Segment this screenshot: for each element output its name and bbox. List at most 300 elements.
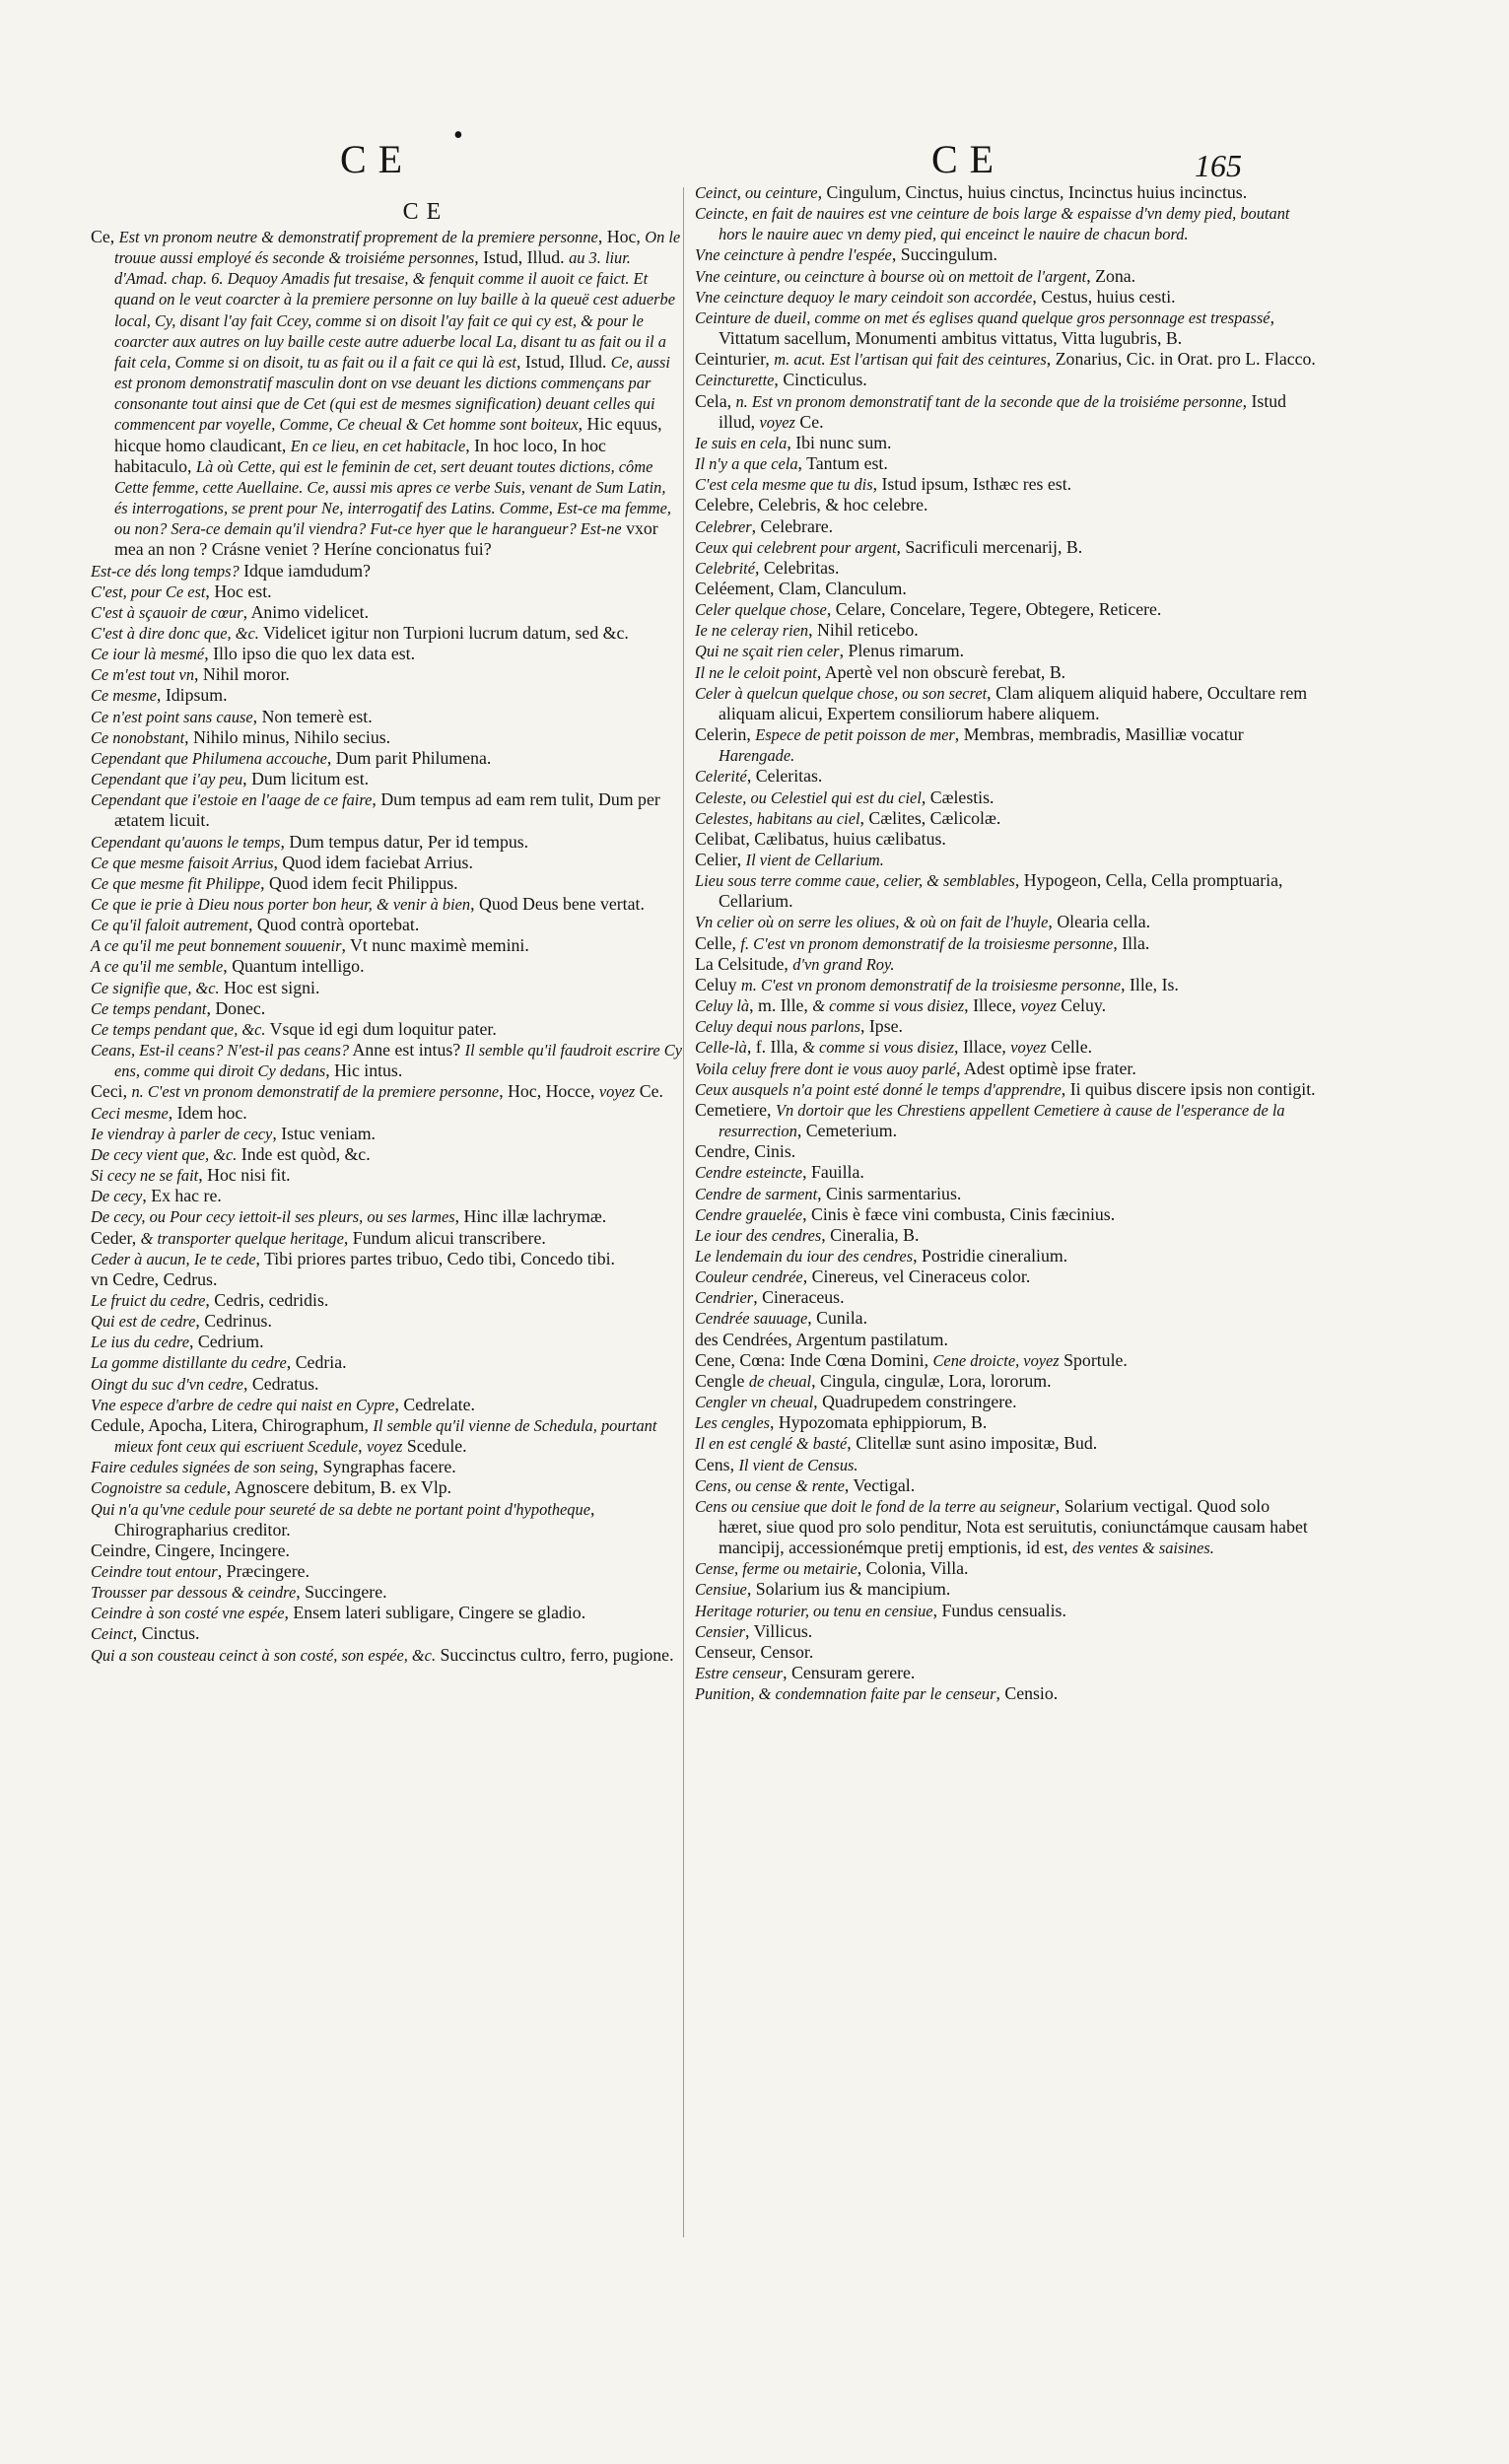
entry-text: Cens,	[695, 1454, 739, 1474]
dictionary-entry	[695, 1037, 1316, 1058]
french-gloss: Ce que mesme fit Philippe	[91, 873, 261, 893]
entry-text: , Cineraceus.	[753, 1287, 845, 1308]
french-gloss: Punition, & condemnation faite par le censeur	[695, 1684, 996, 1704]
entry-text: Celebre, Celebris, & hoc celebre.	[695, 495, 928, 515]
entry-text: , Dum tempus datur, Per id tempus.	[280, 831, 529, 852]
dictionary-entry	[695, 579, 1316, 599]
entry-text: , Quod idem fecit Philippus.	[260, 872, 458, 893]
entry-text: , Idem hoc.	[168, 1102, 247, 1123]
entry-text: vxor mea an non ? Crásne veniet ? Heríne concionatus fui?	[114, 518, 658, 560]
dictionary-entry	[695, 182, 1316, 203]
entry-text: , Zona.	[1086, 265, 1136, 286]
entry-text: , Quantum intelligo.	[223, 956, 365, 977]
french-gloss: au 3. liur. d'Amad. chap. 6. Dequoy Amadis fut tresaise, & fenquit comme il auoit ce faict. Et quand on le veut coarcter à la premiere personne on luy baille à la queuë cest aduerbe local, Cy, disant l'ay fait Ccey, comme si on disoit l'ay fait ce qui cy est, & pour le coarcter aux autres on luy baille ceste autre aduerbe local La, disant tu as fait ou il a fait cela, Comme si on disoit, tu as fait ou il a fait ce qui là est	[114, 248, 675, 372]
french-gloss: Vne espece d'arbre de cedre qui naist en Cypre	[91, 1395, 395, 1414]
french-gloss: Ce qu'il faloit autrement	[91, 916, 248, 935]
french-gloss: m. C'est vn pronom demonstratif de la troisiesme personne	[740, 975, 1122, 994]
french-gloss: & transporter quelque heritage	[140, 1228, 344, 1248]
entry-text: , Cinctus.	[132, 1623, 200, 1644]
dictionary-entry	[695, 391, 1316, 433]
dictionary-entry	[695, 1642, 1316, 1663]
entry-text: Celibat, Cælibatus, huius cælibatus.	[695, 828, 946, 849]
french-gloss: Celebrer	[695, 516, 752, 536]
entry-text: , f. Illa,	[746, 1037, 803, 1058]
entry-text: , Ii quibus discere ipsis non contigit.	[1061, 1078, 1316, 1099]
french-gloss: On le trouue aussi employé és seconde & troisiéme personnes	[114, 228, 681, 268]
entry-text: , Cineralia, B.	[821, 1224, 920, 1245]
entry-text: , Quod idem faciebat Arrius.	[273, 852, 473, 872]
entry-text: Succinctus cultro, ferro, pugione.	[436, 1644, 674, 1665]
french-gloss: & comme si vous disiez	[802, 1038, 954, 1058]
dictionary-entry	[695, 850, 1316, 870]
dictionary-entry	[91, 769, 682, 789]
entry-text: , Tantum est.	[797, 453, 888, 474]
entry-text: , Ensem lateri subligare, Cingere se gladio.	[284, 1603, 586, 1623]
french-gloss: Ce temps pendant	[91, 998, 207, 1018]
french-gloss: Il en est cenglé & basté	[695, 1434, 848, 1454]
french-gloss: Cognoistre sa cedule	[91, 1478, 227, 1498]
dictionary-entry	[695, 244, 1316, 265]
entry-text: Ce.	[635, 1081, 663, 1102]
french-gloss: Ce, aussi est pronom demonstratif masculin dont on vse deuant les dictions commençans par consonante tout ainsi que de Cet (qui est de mesmes signification) deuant celles qui commencent par voyelle, Comme, Ce cheual & Cet homme sont boiteux	[114, 352, 670, 435]
dictionary-entry	[91, 1645, 682, 1666]
french-gloss: Cendrée sauuage	[695, 1309, 808, 1329]
dictionary-entry	[91, 1540, 682, 1561]
french-gloss: Estre censeur	[695, 1664, 784, 1683]
dictionary-entry	[91, 1603, 682, 1623]
right-entry-list	[695, 182, 1316, 1704]
dictionary-entry	[695, 1350, 1316, 1371]
french-gloss: Ceans, Est-il ceans? N'est-il pas ceans?	[91, 1041, 350, 1061]
entry-text: , Cedrinus.	[195, 1311, 272, 1332]
entry-text: , Cinereus, vel Cineraceus color.	[802, 1266, 1031, 1287]
dictionary-entry	[695, 1558, 1316, 1579]
french-gloss: Cendrier	[695, 1288, 754, 1308]
dictionary-entry	[695, 474, 1316, 495]
dictionary-entry	[695, 662, 1316, 683]
french-gloss: Celestes, habitans au ciel	[695, 808, 860, 828]
french-gloss: Ceci mesme	[91, 1103, 169, 1123]
dictionary-entry	[91, 1290, 682, 1311]
entry-text: , Quadrupedem constringere.	[813, 1392, 1017, 1412]
french-gloss: n. Est vn pronom demonstratif tant de la seconde que de la troisiéme personne	[735, 391, 1243, 411]
dictionary-entry	[695, 1455, 1316, 1475]
dictionary-entry	[695, 1392, 1316, 1412]
french-gloss: m. acut. Est l'artisan qui fait des ceintures	[774, 350, 1047, 370]
french-gloss: f. C'est vn pronom demonstratif de la troisiesme personne	[740, 933, 1114, 953]
entry-text: , Censio.	[995, 1683, 1059, 1704]
entry-text: , Sacrificuli mercenarij, B.	[896, 536, 1083, 557]
french-gloss: n. C'est vn pronom demonstratif de la premiere personne	[131, 1082, 500, 1102]
dictionary-entry	[91, 227, 682, 561]
entry-text: , Quod Deus bene vertat.	[470, 894, 645, 914]
french-gloss: Cene droicte, voyez	[932, 1350, 1060, 1370]
french-gloss: Ce m'est tout vn	[91, 665, 195, 685]
french-gloss: Cendre esteincte	[695, 1163, 803, 1183]
dictionary-entry	[695, 1308, 1316, 1329]
dictionary-entry	[91, 1499, 682, 1540]
entry-text: La Celsitude,	[695, 953, 793, 974]
entry-text: Celuy.	[1056, 995, 1107, 1016]
dictionary-entry	[695, 1079, 1316, 1100]
dictionary-entry	[695, 203, 1316, 244]
entry-text: des Cendrées, Argentum pastilatum.	[695, 1329, 948, 1349]
french-gloss: des ventes & saisines.	[1072, 1539, 1214, 1558]
entry-text: , Dum tempus ad eam rem tulit, Dum per ætatem licuit.	[114, 789, 660, 831]
dictionary-entry	[695, 1162, 1316, 1183]
french-gloss: Le iour des cendres	[695, 1225, 822, 1245]
french-gloss: Qui est de cedre	[91, 1312, 196, 1332]
french-gloss: Cependant que Philumena accouche	[91, 748, 327, 768]
entry-text: , Idipsum.	[156, 685, 228, 706]
entry-text: , Istud, Illud.	[515, 351, 611, 372]
french-gloss: De cecy	[91, 1187, 143, 1206]
entry-text: , Celebrare.	[751, 515, 834, 536]
entry-text: , Succingere.	[296, 1582, 387, 1603]
entry-text: , Cedrelate.	[394, 1394, 475, 1414]
entry-text: , Celebritas.	[755, 557, 840, 578]
entry-text: , Apertè vel non obscurè ferebat, B.	[816, 661, 1066, 682]
entry-text: Videlicet igitur non Turpioni lucrum datum, sed &c.	[258, 622, 629, 643]
french-gloss: Censiue	[695, 1580, 747, 1600]
french-gloss: Qui a son cousteau ceinct à son costé, son espée, &c.	[91, 1645, 437, 1665]
entry-text: , Nihilo minus, Nihilo secius.	[184, 726, 391, 747]
dictionary-entry	[91, 1457, 682, 1477]
entry-text: , Chirographarius creditor.	[114, 1498, 595, 1540]
entry-text: , Cinis è fæce vini combusta, Cinis fæcinius.	[802, 1203, 1116, 1224]
dictionary-entry	[91, 561, 682, 582]
dictionary-entry	[695, 1204, 1316, 1225]
dictionary-entry	[91, 727, 682, 748]
french-gloss: Heritage roturier, ou tenu en censiue	[695, 1601, 933, 1620]
dictionary-entry	[91, 956, 682, 977]
entry-text: , Nihil moror.	[194, 664, 290, 685]
entry-text: , Cincticulus.	[774, 370, 867, 390]
entry-text: Cedule, Apocha, Litera, Chirographum,	[91, 1414, 374, 1435]
entry-text: , Cestus, huius cesti.	[1032, 286, 1176, 307]
french-gloss: De cecy, ou Pour cecy iettoit-il ses pleurs, ou ses larmes	[91, 1207, 455, 1227]
dictionary-entry	[91, 685, 682, 706]
entry-text: , Illece,	[964, 995, 1021, 1016]
entry-text: , Fundus censualis.	[932, 1600, 1066, 1620]
french-gloss: Celle-là	[695, 1038, 747, 1058]
french-gloss: Ce que ie prie à Dieu nous porter bon heur, & venir à bien	[91, 895, 471, 914]
entry-text: , Adest optimè ipse frater.	[956, 1058, 1136, 1078]
dictionary-entry	[91, 1186, 682, 1206]
running-head-right: CE	[931, 137, 1006, 181]
dictionary-entry	[91, 1582, 682, 1603]
entry-text: , In hoc loco, In hoc habitaculo,	[114, 435, 606, 476]
french-gloss: de cheual	[748, 1371, 812, 1391]
dictionary-entry	[695, 1225, 1316, 1246]
entry-text: Idque iamdudum?	[239, 560, 371, 581]
entry-text: , Agnoscere debitum, B. ex Vlp.	[226, 1477, 452, 1498]
entry-text: Celle,	[695, 932, 741, 953]
dictionary-entry	[695, 870, 1316, 912]
entry-text: , Hinc illæ lachrymæ.	[454, 1206, 607, 1227]
french-gloss: Lieu sous terre comme caue, celier, & semblables	[695, 871, 1015, 891]
entry-text: , Solarium ius & mancipium.	[746, 1579, 951, 1600]
dictionary-entry	[695, 1433, 1316, 1454]
french-gloss: Le lendemain du iour des cendres	[695, 1246, 914, 1266]
dictionary-entry	[91, 602, 682, 623]
french-gloss: Ce que mesme faisoit Arrius	[91, 853, 274, 872]
dictionary-entry	[695, 370, 1316, 390]
french-gloss: Cendre grauelée	[695, 1204, 803, 1224]
dictionary-entry	[695, 1287, 1316, 1308]
dictionary-entry	[91, 1040, 682, 1081]
entry-text: Celuy	[695, 974, 741, 994]
entry-text: Ceinturier,	[695, 349, 775, 370]
french-gloss: d'vn grand Roy.	[792, 954, 895, 974]
french-gloss: Ceinct	[91, 1624, 133, 1644]
entry-text: , Istud, Illud.	[474, 247, 570, 268]
entry-text: , Hic intus.	[325, 1061, 403, 1081]
dictionary-entry	[91, 644, 682, 664]
dictionary-entry	[91, 1332, 682, 1352]
french-gloss: & comme si vous disiez	[812, 996, 965, 1016]
french-gloss: Si cecy ne se fait	[91, 1166, 199, 1186]
entry-text: Sportule.	[1059, 1349, 1128, 1370]
running-head-left: CE	[340, 137, 415, 181]
entry-text: Anne est intus?	[349, 1040, 465, 1061]
french-gloss: Celer à quelcun quelque chose, ou son secret	[695, 683, 988, 703]
french-gloss: Vn celier où on serre les oliues, & où on fait de l'huyle	[695, 913, 1049, 932]
french-gloss: Cependant que i'ay peu	[91, 770, 243, 789]
french-gloss: Ie suis en cela	[695, 433, 788, 452]
entry-text: , Membras, membradis, Masilliæ vocatur	[954, 724, 1244, 745]
french-gloss: Le fruict du cedre	[91, 1290, 206, 1310]
french-gloss: Ceinct, ou ceinture	[695, 183, 818, 202]
french-gloss: Ie ne celeray rien	[695, 621, 809, 641]
dictionary-entry	[695, 954, 1316, 975]
section-subheading: CE	[402, 199, 449, 225]
dictionary-entry	[91, 1269, 682, 1290]
dictionary-entry	[695, 266, 1316, 287]
dictionary-entry	[695, 433, 1316, 453]
french-gloss: Ceincte, en fait de nauires est vne ceinture de bois large & espaisse d'vn demy pied, boutant hors le nauire auec vn demy pied, qui enceinct le nauire de chacun bord.	[695, 204, 1290, 244]
french-gloss: Le ius du cedre	[91, 1333, 189, 1352]
dictionary-entry	[695, 1496, 1316, 1558]
french-gloss: Ce mesme	[91, 686, 157, 706]
french-gloss: Qui ne sçait rien celer	[695, 642, 840, 661]
dictionary-entry	[91, 1206, 682, 1227]
entry-text: , Postridie cineralium.	[913, 1245, 1068, 1266]
dictionary-entry	[91, 935, 682, 956]
entry-text: , Cedris, cedridis.	[205, 1289, 329, 1310]
entry-text: , Cemeterium.	[796, 1121, 898, 1141]
french-gloss: Vn dortoir que les Chrestiens appellent Cemetiere à cause de l'esperance de la resurrection	[719, 1100, 1285, 1141]
dictionary-entry	[91, 1623, 682, 1644]
french-gloss: voyez	[759, 412, 795, 432]
entry-text: , Nihil reticebo.	[808, 620, 919, 641]
dictionary-entry	[91, 623, 682, 644]
entry-text: , Istud ipsum, Isthæc res est.	[872, 474, 1072, 495]
dictionary-entry	[91, 1165, 682, 1186]
left-column	[91, 197, 682, 1666]
dictionary-entry	[91, 832, 682, 853]
french-gloss: En ce lieu, en cet habitacle	[290, 436, 466, 455]
french-gloss: Vne ceinture, ou ceincture à bourse où on mettoit de l'argent	[695, 266, 1087, 286]
dictionary-entry	[695, 641, 1316, 661]
french-gloss: Celuy là	[695, 996, 750, 1016]
dictionary-entry	[695, 1266, 1316, 1287]
french-gloss: Il ne le celoit point	[695, 662, 817, 682]
dictionary-entry	[91, 1124, 682, 1144]
french-gloss: Harengade.	[719, 746, 795, 766]
page-number: 165	[1195, 148, 1242, 183]
dictionary-entry	[695, 1184, 1316, 1204]
dictionary-entry	[695, 1371, 1316, 1392]
french-gloss: voyez	[1020, 996, 1057, 1016]
french-gloss: Ceindre à son costé vne espée	[91, 1604, 285, 1623]
entry-text: , Clam aliquem aliquid habere, Occultare rem aliquam alicui, Expertem consiliorum habere aliquem.	[719, 682, 1308, 723]
entry-text: , Illace,	[953, 1037, 1011, 1058]
entry-text: , Hypozomata ephippiorum, B.	[770, 1412, 988, 1433]
dictionary-entry	[695, 287, 1316, 308]
entry-text: , Cingula, cingulæ, Lora, lororum.	[811, 1370, 1052, 1391]
entry-text: , Tibi priores partes tribuo, Cedo tibi, Concedo tibi.	[255, 1248, 615, 1268]
dictionary-entry	[91, 1249, 682, 1269]
dictionary-entry	[695, 599, 1316, 620]
dictionary-entry	[91, 1019, 682, 1040]
french-gloss: Il vient de Census.	[738, 1455, 858, 1474]
french-gloss: Censier	[695, 1621, 745, 1641]
entry-text: Cendre, Cinis.	[695, 1141, 796, 1162]
french-gloss: C'est à sçauoir de cœur	[91, 602, 243, 622]
entry-text: , Donec.	[206, 997, 266, 1018]
entry-text: , Hoc, Hocce,	[499, 1081, 599, 1102]
french-gloss: voyez	[367, 1437, 403, 1457]
entry-text: , Ex hac re.	[142, 1186, 222, 1206]
entry-text: Ceindre, Cingere, Incingere.	[91, 1540, 290, 1560]
dictionary-entry	[695, 683, 1316, 724]
french-gloss: Ce n'est point sans cause	[91, 707, 253, 726]
dictionary-entry	[695, 1579, 1316, 1600]
dictionary-entry	[695, 829, 1316, 850]
entry-text: , Villicus.	[745, 1620, 813, 1641]
printers-bullet: •	[453, 120, 463, 151]
entry-text: , Hic equus, hicque homo claudicant,	[114, 414, 662, 455]
dictionary-entry	[91, 998, 682, 1019]
dictionary-entry	[695, 1100, 1316, 1141]
column-divider	[683, 187, 684, 2237]
french-gloss: Ceux qui celebrent pour argent	[695, 537, 897, 557]
dictionary-entry	[91, 915, 682, 935]
entry-text: Cengle	[695, 1370, 749, 1391]
dictionary-entry	[91, 789, 682, 831]
french-gloss: Vne ceincture dequoy le mary ceindoit son accordée	[695, 287, 1033, 307]
dictionary-entry	[695, 453, 1316, 474]
french-gloss: Cependant que i'estoie en l'aage de ce faire	[91, 790, 373, 810]
dictionary-entry	[91, 1395, 682, 1415]
french-gloss: Ceder à aucun, Ie te cede	[91, 1249, 256, 1268]
dictionary-entry	[695, 558, 1316, 579]
entry-text: , Solarium vectigal. Quod solo hæret, siue quod pro solo penditur, Nota est seruitutis, coniunctámque causam habet mancipij, accessionémque pretij emptionis, id est,	[719, 1495, 1308, 1558]
entry-text: , Dum parit Philumena.	[326, 747, 492, 768]
right-column	[695, 182, 1316, 1704]
dictionary-entry	[91, 873, 682, 894]
french-gloss: Cens ou censiue que doit le fond de la terre au seigneur	[695, 1496, 1056, 1516]
french-gloss: Cependant qu'auons le temps	[91, 832, 281, 852]
dictionary-entry	[695, 1412, 1316, 1433]
french-gloss: Couleur cendrée	[695, 1267, 803, 1287]
french-gloss: Ce signifie que, &c.	[91, 978, 220, 997]
entry-text: , Censuram gerere.	[783, 1663, 916, 1683]
dictionary-entry	[91, 1374, 682, 1395]
entry-text: , Colonia, Villa.	[857, 1558, 969, 1579]
entry-text: , Zonarius, Cic. in Orat. pro L. Flacco.	[1046, 349, 1316, 370]
dictionary-entry	[91, 582, 682, 602]
french-gloss: Est-ce dés long temps?	[91, 561, 240, 581]
entry-text: , Cedratus.	[242, 1373, 319, 1394]
french-gloss: Cense, ferme ou metairie	[695, 1559, 857, 1579]
entry-text: , Syngraphas facere.	[313, 1457, 456, 1477]
dictionary-entry	[695, 933, 1316, 954]
dictionary-entry	[695, 537, 1316, 558]
french-gloss: voyez	[598, 1082, 636, 1102]
dictionary-entry	[695, 1601, 1316, 1621]
entry-text: Ce,	[91, 227, 119, 246]
french-gloss: Il semble qu'il vienne de Schedula, pourtant mieux font ceux qui escriuent Scedule	[114, 1415, 657, 1457]
french-gloss: Il vient de Cellarium.	[745, 851, 884, 869]
entry-text: , Cinis sarmentarius.	[817, 1183, 962, 1203]
entry-text: , Cælestis.	[921, 787, 995, 807]
dictionary-entry	[695, 1246, 1316, 1266]
entry-text: , Olearia cella.	[1048, 912, 1151, 932]
french-gloss: Celuy dequi nous parlons	[695, 1017, 860, 1037]
entry-text: , Non temerè est.	[252, 706, 373, 726]
entry-text: , Illa.	[1113, 932, 1150, 953]
entry-text: Celerin,	[695, 724, 756, 745]
dictionary-entry	[695, 620, 1316, 641]
dictionary-entry	[695, 1016, 1316, 1037]
entry-text: , Celeritas.	[746, 766, 823, 787]
french-gloss: Ceindre tout entour	[91, 1562, 218, 1581]
entry-text: Ce.	[794, 411, 824, 432]
dictionary-entry	[91, 1228, 682, 1249]
entry-text: , Hoc nisi fit.	[198, 1165, 291, 1186]
entry-text: Ceci,	[91, 1081, 132, 1102]
french-gloss: Ce temps pendant que, &c.	[91, 1019, 266, 1039]
dictionary-entry	[695, 1683, 1316, 1704]
french-gloss: Ceinture de dueil, comme on met és eglises quand quelque gros personnage est trespassé	[695, 308, 1270, 327]
entry-text: , Istud illud,	[719, 390, 1287, 432]
french-gloss: La gomme distillante du cedre	[91, 1353, 287, 1373]
entry-text: , Quod contrà oportebat.	[247, 915, 420, 935]
french-gloss: Cengler vn cheual	[695, 1393, 814, 1412]
french-gloss: Espece de petit poisson de mer	[755, 725, 955, 745]
entry-text: , Ipse.	[860, 1016, 903, 1037]
dictionary-entry	[695, 724, 1316, 766]
entry-text: Cemetiere,	[695, 1099, 776, 1120]
entry-text: , Hoc,	[597, 227, 646, 246]
entry-text: Cela,	[695, 390, 736, 411]
dictionary-entry	[695, 766, 1316, 787]
french-gloss: Il n'y a que cela	[695, 454, 798, 474]
french-gloss: Vne ceincture à pendre l'espée	[695, 245, 892, 265]
dictionary-entry	[695, 1475, 1316, 1496]
entry-text: , Animo videlicet.	[242, 601, 370, 622]
dictionary-entry	[91, 894, 682, 915]
entry-text: ,	[358, 1436, 368, 1457]
dictionary-entry	[91, 978, 682, 998]
entry-text: , m. Ille,	[749, 995, 813, 1016]
entry-text: Ceder,	[91, 1227, 141, 1248]
french-gloss: C'est, pour Ce est	[91, 582, 206, 601]
french-gloss: Celeste, ou Celestiel qui est du ciel	[695, 787, 922, 807]
dictionary-entry	[695, 1141, 1316, 1162]
